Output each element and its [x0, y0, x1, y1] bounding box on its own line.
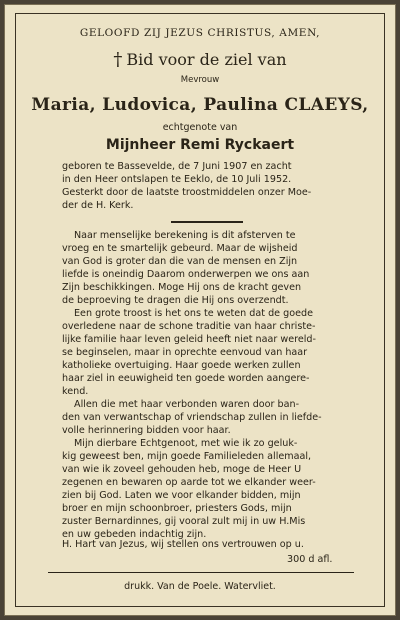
title-word: Mevrouw [180, 75, 220, 85]
text-line: lijke familie haar leven geleid heeft niet naar wereld- [62, 334, 316, 345]
prayer-line [5, 49, 395, 70]
text-line: overledene naar de schone traditie van haar christe- [62, 321, 316, 332]
bottom-rule [48, 572, 354, 573]
text-line: zuster Bernardinnes, gij vooral zult mij in uw H.Mis [62, 516, 306, 527]
fact-line: in den Heer ontslapen te Eeklo, de 10 Juli 1952. [62, 174, 292, 185]
text-line: van wie ik zoveel gehouden heb, moge de Heer U [62, 464, 302, 475]
text-line: Zijn beschikkingen. Moge Hij ons de kracht geven [62, 282, 302, 293]
prayer-text: Bid voor de ziel van [126, 50, 287, 69]
text-line: se beginselen, maar in oprechte eenvoud van haar [62, 347, 308, 358]
deceased-name: Maria, Ludovica, Paulina CLAEYS, [31, 95, 369, 115]
text-line: Een grote troost is het ons te weten dat de goede [74, 308, 313, 319]
indulgence-note: 300 d afl. [287, 554, 333, 565]
memorial-text [62, 229, 395, 541]
divider [171, 221, 243, 223]
printer-credit: drukk. Van de Poele. Watervliet. [124, 581, 276, 592]
text-line: haar ziel in eeuwigheid ten goede worden aangere- [62, 373, 310, 384]
text-line: van God is groter dan die van de mensen en Zijn [62, 256, 298, 267]
text-line: Allen die met haar verbonden waren door ban- [74, 399, 300, 410]
text-line: katholieke overtuiging. Haar goede werken zullen [62, 360, 301, 371]
text-line: broer en mijn schoonbroer, priesters Gods, mijn [62, 503, 292, 514]
text-line: vroeg en te smartelijk gebeurd. Maar de wijsheid [62, 243, 298, 254]
fact-line: Gesterkt door de laatste troostmiddelen onzer Moe- [62, 187, 312, 198]
text-line: kig geweest ben, mijn goede Familieleden allemaal, [62, 451, 312, 462]
memorial-card [4, 4, 396, 616]
text-line: volle herinnering bidden voor haar. [62, 425, 231, 436]
text-line: Mijn dierbare Echtgenoot, met wie ik zo geluk- [74, 438, 298, 449]
text-line: en uw gebeden indachtig zijn. [62, 529, 207, 540]
biographical-facts [62, 160, 395, 212]
fact-line: der de H. Kerk. [62, 200, 134, 211]
spouse-label: echtgenote van [162, 122, 238, 133]
fact-line: geboren te Bassevelde, de 7 Juni 1907 en zacht [62, 161, 292, 172]
closing-prayer: H. Hart van Jezus, wij stellen ons vertrouwen op u. [62, 539, 304, 550]
text-line: den van verwantschap of vriendschap zullen in liefde- [62, 412, 322, 423]
husband-name: Mijnheer Remi Ryckaert [105, 137, 295, 153]
header-line: GELOOFD ZIJ JEZUS CHRISTUS, AMEN, [79, 27, 321, 39]
cross-icon: † [113, 49, 123, 70]
text-line: Naar menselijke berekening is dit afsterven te [74, 230, 296, 241]
text-line: kend. [62, 386, 89, 397]
text-line: zien bij God. Laten we voor elkander bidden, mijn [62, 490, 301, 501]
text-line: de beproeving te dragen die Hij ons overzendt. [62, 295, 289, 306]
text-line: liefde is oneindig Daarom onderwerpen we ons aan [62, 269, 310, 280]
text-line: zegenen en bewaren op aarde tot we elkander weer- [62, 477, 316, 488]
